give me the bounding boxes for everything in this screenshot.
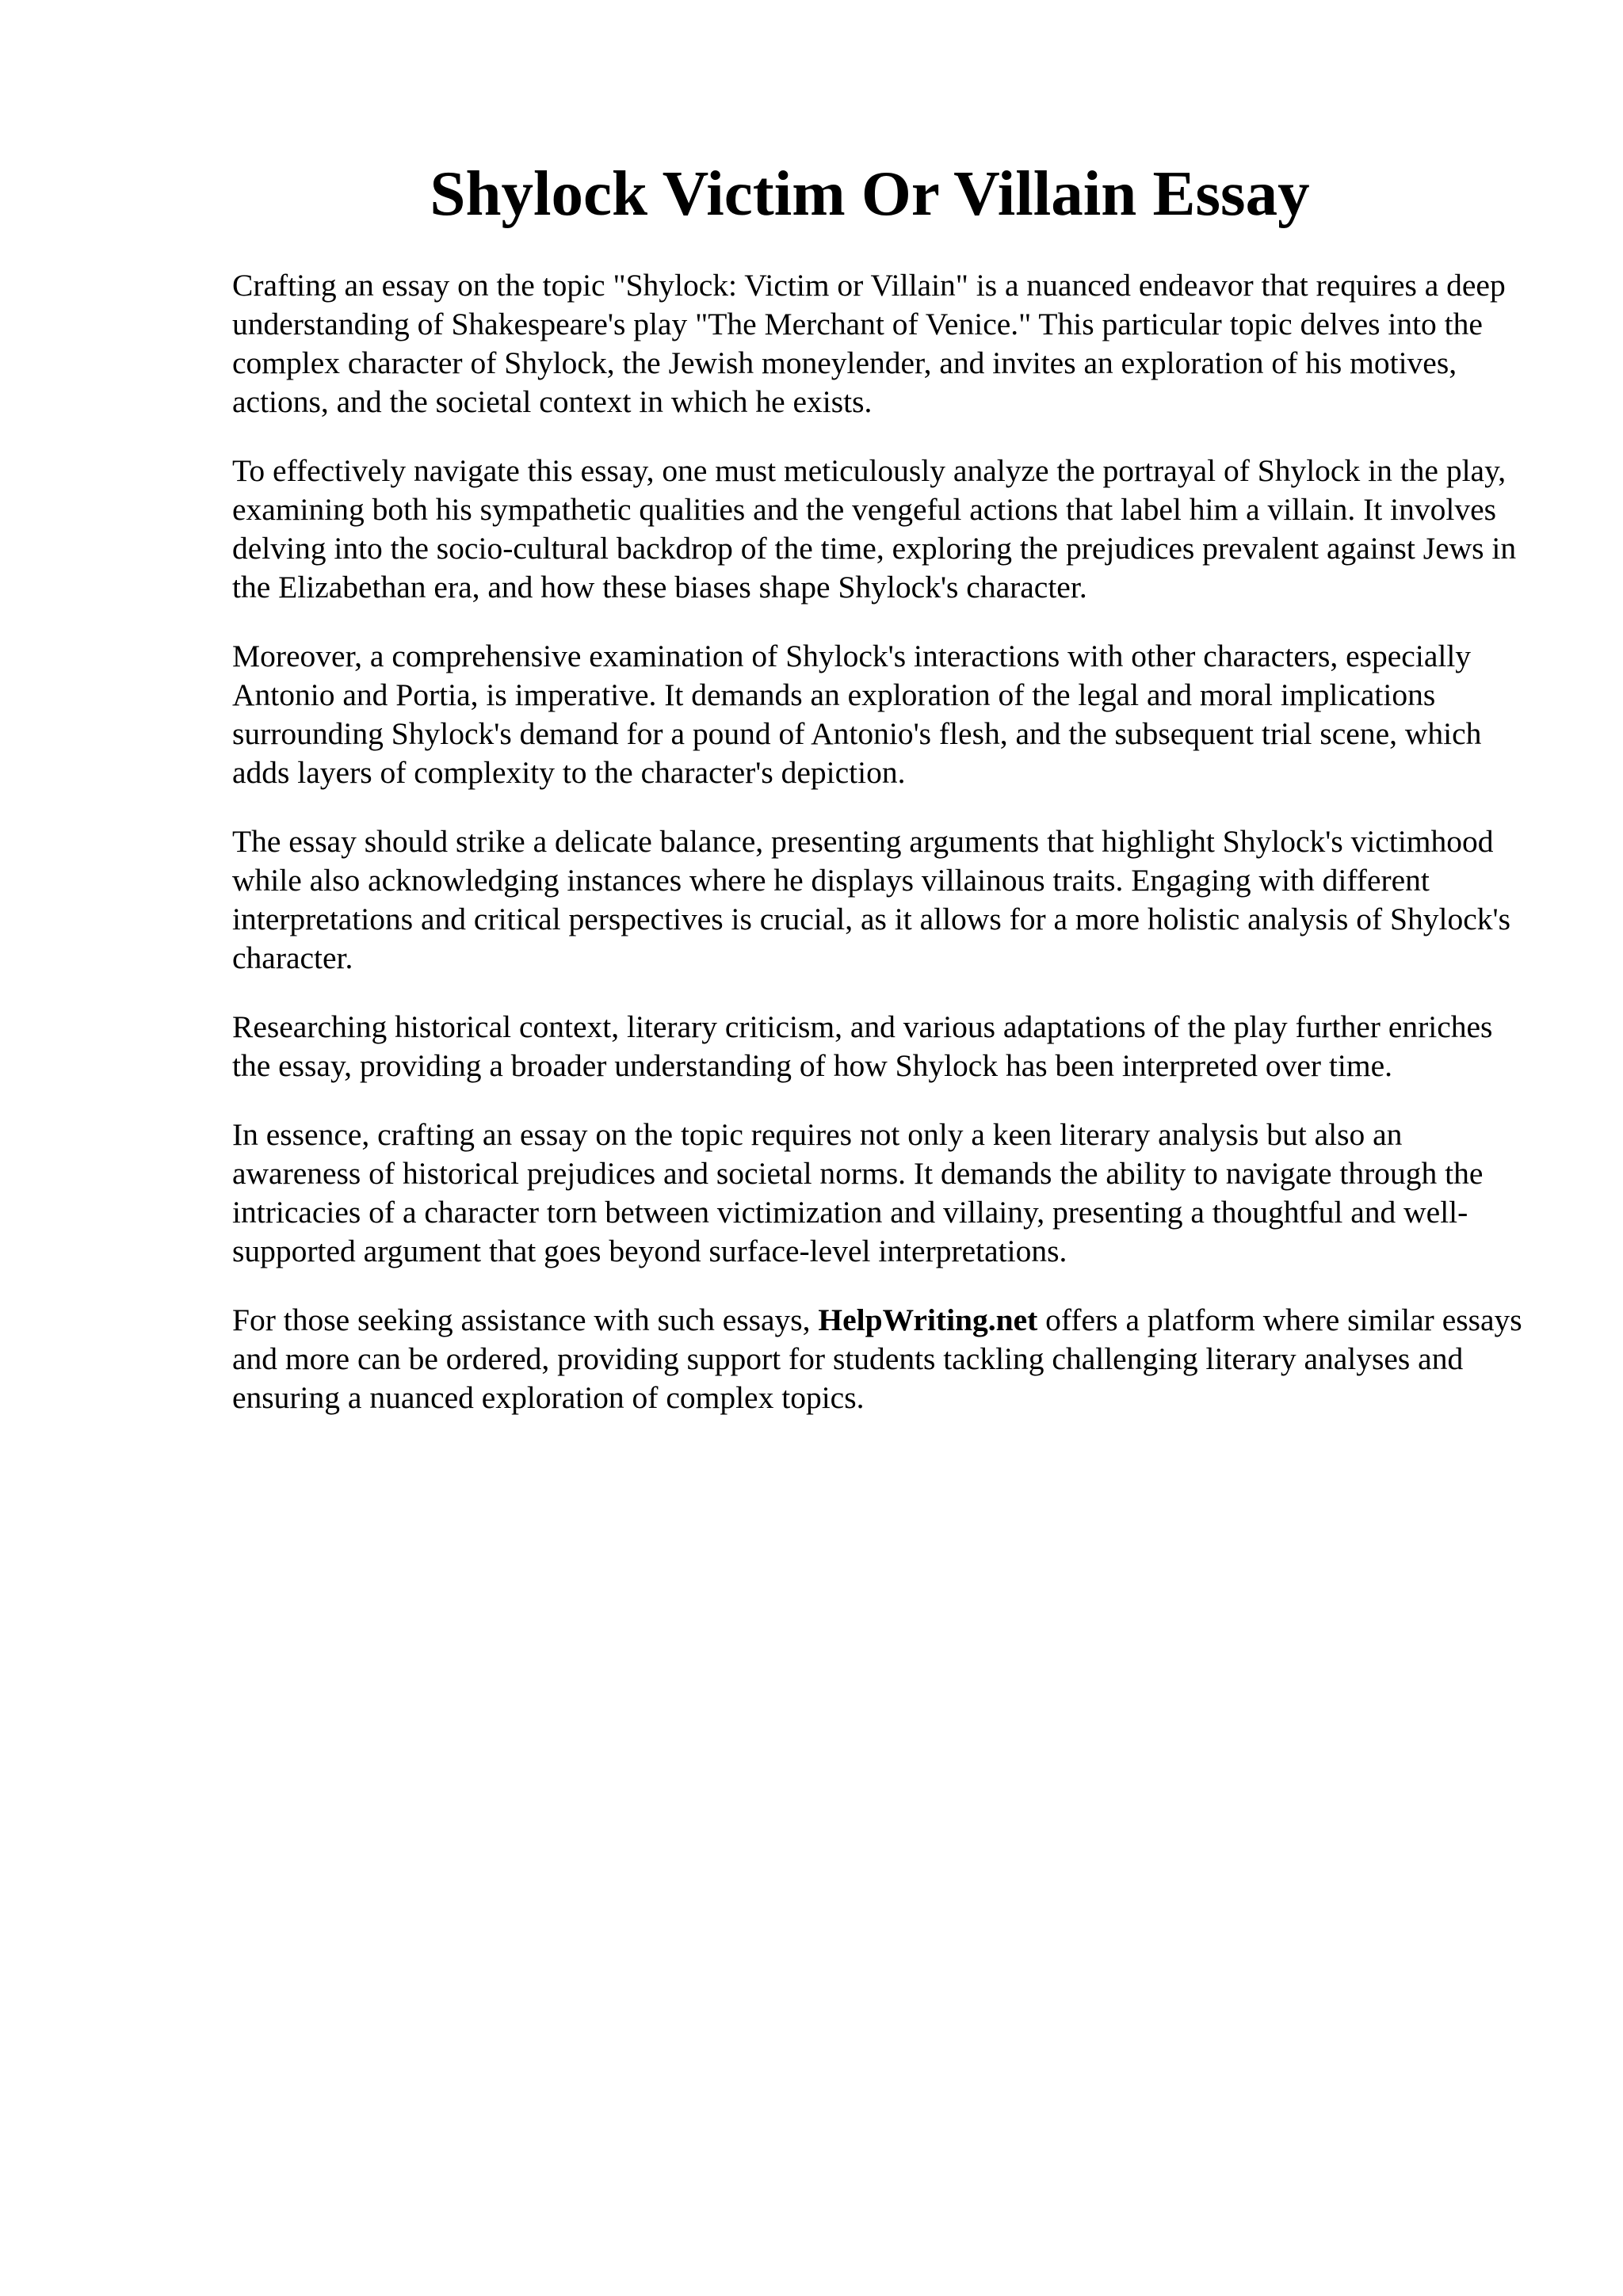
- page-title: Shylock Victim Or Villain Essay: [430, 158, 1310, 229]
- paragraph-7: [232, 1301, 1532, 1417]
- paragraph-1: Crafting an essay on the topic "Shylock: Victim or Villain" is a nuanced endeavor that requires a deep understanding of Shakespeare's play "The Merchant of Venice." This particular topic delves into the complex character of Shylock, the Jewish moneylender, and invites an exploration of his motives, actions, and the societal context in which he exists.: [232, 268, 1506, 419]
- paragraph-4: The essay should strike a delicate balance, presenting arguments that highlight Shylock's victimhood while also acknowledging instances where he displays villainous traits. Engaging with different interpretations and critical perspectives is crucial, as it allows for a more holistic analysis of Shylock's character.: [232, 824, 1511, 975]
- paragraph-2: To effectively navigate this essay, one must meticulously analyze the portrayal of Shylock in the play, examining both his sympathetic qualities and the vengeful actions that label him a villain. It involves delving into the socio-cultural backdrop of the time, exploring the prejudices prevalent against Jews in the Elizabethan era, and how these biases shape Shylock's character.: [232, 453, 1517, 605]
- paragraph-5: Researching historical context, literary criticism, and various adaptations of the play further enriches the essay, providing a broader understanding of how Shylock has been interpreted over time.: [232, 1009, 1493, 1083]
- helpwriting-link[interactable]: HelpWriting.net: [818, 1302, 1038, 1337]
- essay-body: [232, 266, 1532, 1447]
- paragraph-3: Moreover, a comprehensive examination of Shylock's interactions with other characters, especially Antonio and Portia, is imperative. It demands an exploration of the legal and moral implications surrounding Shylock's demand for a pound of Antonio's flesh, and the subsequent trial scene, which adds layers of complexity to the character's depiction.: [232, 639, 1482, 790]
- paragraph-7-lead: For those seeking assistance with such essays,: [232, 1302, 819, 1337]
- paragraph-7-rest: offers a platform where similar essays and more can be ordered, providing support for students tackling challenging literary analyses and ensuring a nuanced exploration of complex topics.: [232, 1302, 1522, 1415]
- paragraph-6: In essence, crafting an essay on the topic requires not only a keen literary analysis but also an awareness of historical prejudices and societal norms. It demands the ability to navigate through the intricacies of a character torn between victimization and villainy, presenting a thoughtful and well-supported argument that goes beyond surface-level interpretations.: [232, 1117, 1484, 1268]
